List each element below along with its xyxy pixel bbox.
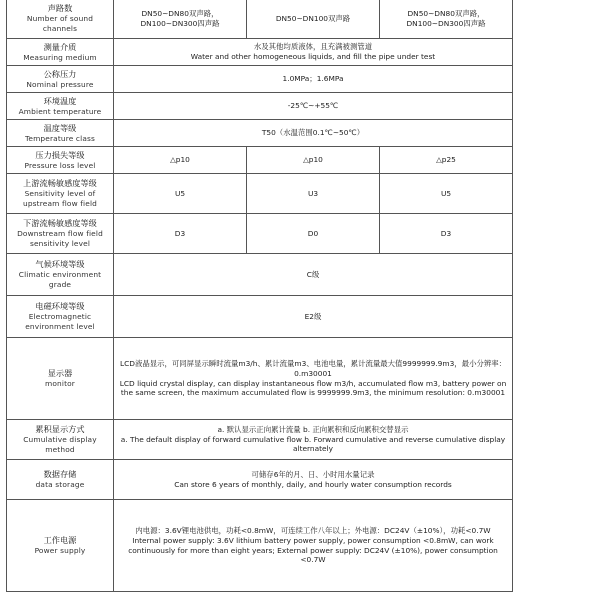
- value-en: LCD liquid crystal display, can display instantaneous flow m3/h, accumulated flow m3, battery power on the same screen, the maximum accumulated flow is 9999999.9m3, the minimum resolution: 0.m30001: [119, 378, 507, 398]
- label-en: Temperature class: [24, 133, 96, 143]
- value-zh: 水及其他均质液体，且充满被测管道: [253, 42, 373, 52]
- table-row-measuring-medium: [7, 39, 513, 66]
- table-row-cumulative-display: [7, 420, 513, 460]
- label-en: Cumulative display method: [23, 435, 97, 454]
- value-cell: U5: [114, 174, 247, 214]
- label-en: Nominal pressure: [26, 79, 94, 89]
- row-label: [7, 120, 114, 147]
- value-cell: -25℃~+55℃: [114, 93, 513, 120]
- row-label: [7, 500, 114, 592]
- value-cell: DN50~DN80双声路，DN100~DN300四声路: [380, 0, 513, 39]
- value-zh: LCD液晶显示，可同屏显示瞬时流量m3/h、累计流量m3、电池电量，累计流量最大值9999999.9m3，最小分辨率：0.m30001: [119, 358, 507, 378]
- row-label: [7, 66, 114, 93]
- label-zh: 下游流畅敏感度等级: [23, 218, 97, 229]
- table-row-sound-channels: [7, 0, 513, 39]
- value-cell: D0: [247, 214, 380, 254]
- value-cell: △p10: [247, 147, 380, 174]
- row-label: [7, 147, 114, 174]
- value-zh: 内电源：3.6V锂电池供电，功耗<0.8mW，可连续工作八年以上；外电源：DC24V（±10%），功耗<0.7W: [135, 525, 491, 535]
- value-cell: DN50~DN80双声路，DN100~DN300四声路: [114, 0, 247, 39]
- label-en: Electromagnetic environment level: [25, 312, 95, 331]
- table-row-climatic-grade: [7, 254, 513, 296]
- label-zh: 气候环境等级: [35, 259, 85, 270]
- value-zh: a. 默认显示正向累计流量 b. 正向累积和反向累积交替显示: [217, 424, 409, 434]
- value-en: a. The default display of forward cumulative flow b. Forward cumulative and reverse cumulative display alternately: [120, 434, 506, 454]
- value-zh: 可储存6年的月、日、小时用水量记录: [251, 469, 375, 479]
- label-en: Power supply: [34, 546, 86, 556]
- row-label: [7, 214, 114, 254]
- label-en: Number of sound channels: [26, 14, 94, 33]
- row-label: [7, 420, 114, 460]
- label-zh: 数据存储: [43, 469, 77, 480]
- value-cell: U5: [380, 174, 513, 214]
- label-en: Ambient temperature: [18, 106, 102, 116]
- row-label: [7, 460, 114, 500]
- label-zh: 工作电源: [43, 535, 77, 546]
- value-cell: [114, 500, 513, 592]
- row-label: [7, 0, 114, 39]
- value-cell: △p10: [114, 147, 247, 174]
- row-label: [7, 338, 114, 420]
- table-row-downstream-sensitivity: [7, 214, 513, 254]
- table-row-monitor: [7, 338, 513, 420]
- table-row-data-storage: [7, 460, 513, 500]
- label-zh: 环境温度: [43, 95, 77, 106]
- value-en: Internal power supply: 3.6V lithium battery power supply, power consumption <0.8mW, can work continuously for more than eight years; External power supply: DC24V (±10%), power consumption <0.7W: [128, 535, 498, 565]
- table-row-pressure-loss: [7, 147, 513, 174]
- value-cell: D3: [380, 214, 513, 254]
- value-cell: [114, 420, 513, 460]
- row-label: [7, 174, 114, 214]
- value-cell: △p25: [380, 147, 513, 174]
- label-en: Pressure loss level: [24, 160, 96, 170]
- label-zh: 测量介质: [43, 41, 77, 52]
- label-zh: 电磁环境等级: [35, 301, 85, 312]
- table-row-temperature-class: [7, 120, 513, 147]
- row-label: [7, 93, 114, 120]
- label-en: Sensitivity level of upstream flow field: [23, 189, 97, 208]
- table-row-power-supply: [7, 500, 513, 592]
- table-row-upstream-sensitivity: [7, 174, 513, 214]
- row-label: [7, 296, 114, 338]
- value-cell: [114, 39, 513, 66]
- label-zh: 显示器: [47, 368, 73, 379]
- value-cell: E2级: [114, 296, 513, 338]
- spec-table: [6, 0, 513, 592]
- value-cell: C级: [114, 254, 513, 296]
- value-en: Can store 6 years of monthly, daily, and hourly water consumption records: [174, 479, 452, 489]
- value-cell: D3: [114, 214, 247, 254]
- value-cell: T50（水温范围0.1℃~50℃）: [114, 120, 513, 147]
- row-label: [7, 254, 114, 296]
- table-row-nominal-pressure: [7, 66, 513, 93]
- label-en: Measuring medium: [23, 52, 97, 62]
- label-en: data storage: [35, 480, 85, 490]
- value-cell: DN50~DN100双声路: [247, 0, 380, 39]
- value-cell: U3: [247, 174, 380, 214]
- label-en: Downstream flow field sensitivity level: [17, 229, 103, 248]
- label-zh: 上游流畅敏感度等级: [23, 178, 97, 189]
- row-label: [7, 39, 114, 66]
- value-cell: [114, 338, 513, 420]
- value-en: Water and other homogeneous liquids, and fill the pipe under test: [190, 52, 436, 61]
- label-en: Climatic environment grade: [18, 270, 102, 289]
- table-row-electromagnetic-level: [7, 296, 513, 338]
- table-row-ambient-temperature: [7, 93, 513, 120]
- value-cell: [114, 460, 513, 500]
- label-zh: 温度等级: [43, 122, 77, 133]
- label-zh: 公称压力: [43, 68, 77, 79]
- label-zh: 累积显示方式: [35, 424, 85, 435]
- label-en: monitor: [45, 379, 75, 389]
- label-zh: 压力损失等级: [35, 149, 85, 160]
- value-cell: 1.0MPa；1.6MPa: [114, 66, 513, 93]
- label-zh: 声路数: [47, 3, 73, 14]
